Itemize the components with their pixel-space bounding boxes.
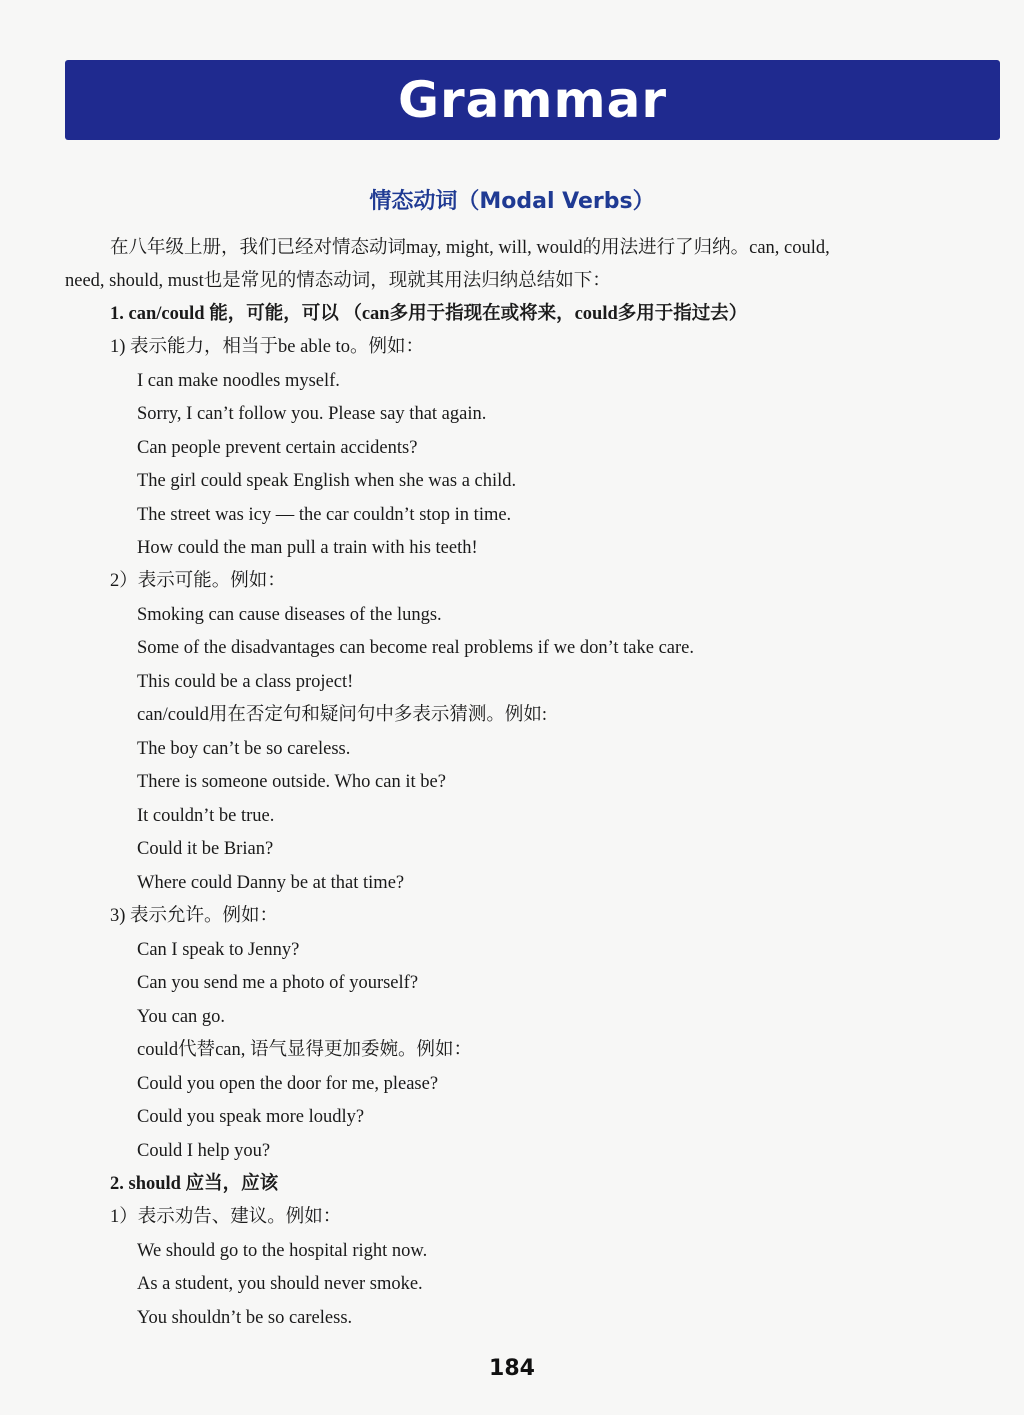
page-number: 184 [489, 1356, 535, 1381]
subsection-ability: 1) 表示能力，相当于be able to。例如： [110, 337, 424, 357]
example-sentence: Could you speak more loudly? [137, 1107, 365, 1127]
example-sentence: Could it be Brian? [137, 839, 274, 859]
usage-note: can/could用在否定句和疑问句中多表示猜测。例如: [137, 705, 548, 725]
example-sentence: Smoking can cause diseases of the lungs. [137, 605, 442, 625]
intro-line-2: need, should, must也是常见的情态动词，现就其用法归纳总结如下： [65, 271, 611, 291]
example-sentence: Can you send me a photo of yourself? [137, 973, 419, 993]
example-sentence: You shouldn’t be so careless. [137, 1308, 353, 1328]
example-sentence: I can make noodles myself. [137, 371, 340, 391]
example-sentence: The boy can’t be so careless. [137, 739, 351, 759]
title-banner [65, 60, 1000, 140]
subsection-advice: 1）表示劝告、建议。例如： [110, 1207, 342, 1227]
example-sentence: It couldn’t be true. [137, 806, 275, 826]
example-sentence: We should go to the hospital right now. [137, 1241, 428, 1261]
example-sentence: There is someone outside. Who can it be? [137, 772, 446, 792]
example-sentence: Could I help you? [137, 1141, 271, 1161]
subsection-permission: 3) 表示允许。例如： [110, 906, 279, 926]
usage-note: could代替can, 语气显得更加委婉。例如： [137, 1040, 473, 1060]
example-sentence: Where could Danny be at that time? [137, 873, 405, 893]
section-heading-should: 2. should 应当，应该 [110, 1174, 279, 1194]
subsection-possibility: 2）表示可能。例如： [110, 571, 286, 591]
section-heading-can-could: 1. can/could 能，可能，可以 （can多用于指现在或将来，could多用于指过去） [110, 304, 748, 324]
example-sentence: The girl could speak English when she was a child. [137, 471, 517, 491]
example-sentence: Can I speak to Jenny? [137, 940, 300, 960]
example-sentence: How could the man pull a train with his teeth! [137, 538, 478, 558]
intro-line-1: 在八年级上册，我们已经对情态动词may, might, will, would的用法进行了归纳。can, could, [110, 238, 830, 258]
example-sentence: You can go. [137, 1007, 226, 1027]
example-sentence: Can people prevent certain accidents? [137, 438, 418, 458]
page-title: Grammar [397, 71, 668, 129]
section-subtitle: 情态动词（Modal Verbs） [369, 189, 655, 214]
example-sentence: This could be a class project! [137, 672, 354, 692]
example-sentence: Could you open the door for me, please? [137, 1074, 439, 1094]
example-sentence: Some of the disadvantages can become real problems if we don’t take care. [137, 638, 695, 658]
example-sentence: As a student, you should never smoke. [137, 1274, 423, 1294]
example-sentence: Sorry, I can’t follow you. Please say that again. [137, 404, 487, 424]
example-sentence: The street was icy — the car couldn’t stop in time. [137, 505, 512, 525]
